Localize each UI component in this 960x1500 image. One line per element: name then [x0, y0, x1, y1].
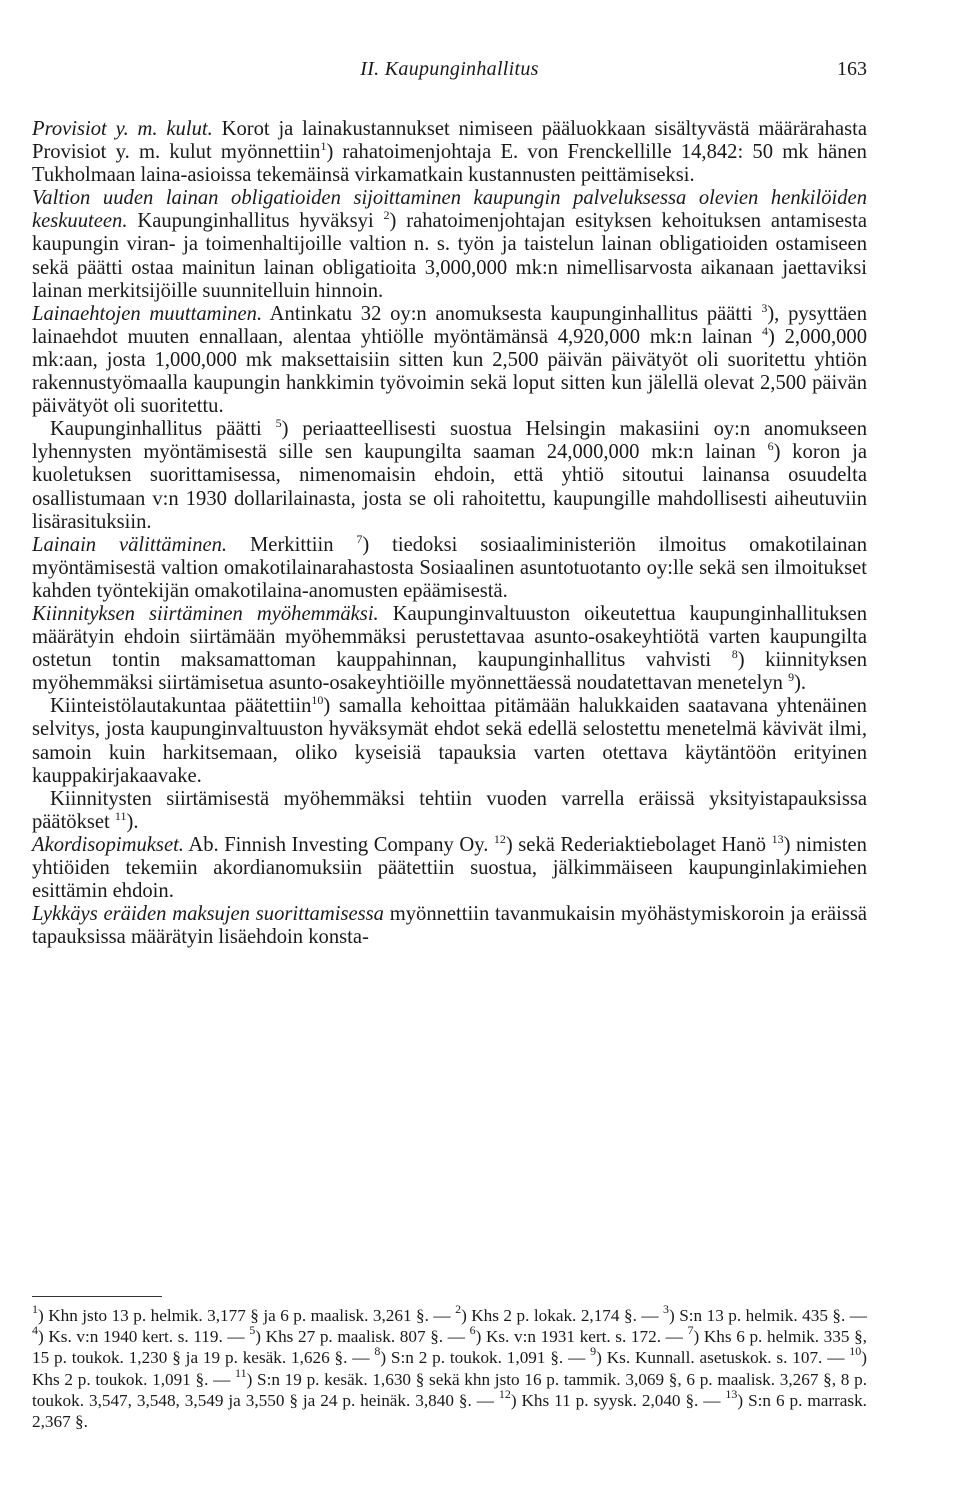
footnote-paren: ): [475, 1327, 486, 1347]
footnote-number: 13: [725, 1386, 738, 1401]
footnote-paren: ): [510, 1390, 522, 1410]
paragraph: [32, 788, 867, 834]
footnote-number: 1: [32, 1302, 38, 1316]
footnote-number: 12: [498, 1386, 511, 1401]
document-page: [32, 0, 867, 1500]
footnote-number: 9: [590, 1344, 597, 1359]
paragraph-heading: Lainaehtojen muuttaminen.: [32, 302, 263, 325]
paragraph: [32, 603, 867, 695]
paragraph-text: ) koron ja kuoletuksen suorittamisessa, nimenomaisin ehdoin, että yhtiö sitoutui lainansa osuudelta osallistumaan v:n 1930 dollarilainasta, josta se oli rahoitettu, kaupungille mahdollisesti aiheutuviin lisärasituksiin.: [32, 441, 867, 533]
footnote: [249, 1323, 470, 1347]
paragraph-text: Kiinnitysten siirtämisestä myöhemmäksi tehtiin vuoden varrella eräissä yksityistapauksissa päätökset: [32, 787, 867, 833]
paragraph-heading: Kiinnityksen siirtäminen myöhemmäksi.: [32, 602, 379, 625]
paragraph-text: Kaupunginvaltuuston oikeutettua kaupunginhallituksen määrätyin ehdoin siirtämään myöhemmäksi perustettavaa asunto-osakeyhtiötä varten kaupungilta ostetun tontin maksamattoman kauppahinnan, kaupunginhallitus vahvisti: [32, 602, 867, 672]
footnote-paren: ): [246, 1369, 258, 1389]
footnote-ref: 10: [311, 693, 324, 708]
footnote-paren: ): [596, 1348, 607, 1368]
footnote-ref: 13: [771, 831, 784, 846]
paragraph-text: myönnettiin tavanmukaisin myöhästymiskoroin ja eräissä tapauksissa määrätyin lisäehdoin konsta-: [32, 903, 867, 949]
paragraph-text: Korot ja lainakustannukset nimiseen pääluokkaan sisältyvästä määrärahasta Provisiot y. m. kulut myönnettiin: [32, 118, 868, 164]
paragraph-text: ) sekä Rederiaktiebolaget Hanö: [505, 833, 772, 856]
paragraph-text: ) periaatteellisesti suostua Helsingin makasiini oy:n anomukseen lyhennysten myöntämisestä sille sen kaupungilta saaman 24,000,000 mk:n lainan: [32, 418, 867, 464]
footnote-ref: 4: [762, 323, 768, 338]
paragraph-text: ) nimisten yhtiöiden tekemiin akordianomuksiin päätettiin suostua, jälkimmäiseen kaupunginlakimiehen esittämin ehdoin.: [32, 833, 867, 903]
footnote-text: Khs 11 p. syysk. 2,040 §. —: [521, 1390, 726, 1410]
footnote-text: S:n 6 p. marrask. 2,367 §.: [32, 1390, 867, 1432]
paragraph-text: Antinkatu 32 oy:n anomuksesta kaupunginhallitus päätti: [262, 302, 762, 325]
footnote: [590, 1344, 850, 1368]
paragraph-text: Ab. Finnish Investing Company Oy.: [183, 833, 494, 856]
footnote-paren: ): [693, 1327, 704, 1347]
paragraph-heading: Valtion uuden lainan obligatioiden sijoittaminen kaupungin palveluksessa olevien henkilöiden keskuuteen.: [32, 187, 867, 233]
paragraph-text: ) kiinnityksen myöhemmäksi siirtämisetua asunto-osakeyhtiöille myönnettäessä noudatettavan menetelyn: [32, 649, 867, 695]
body-text: [32, 118, 867, 949]
footnote-text: S:n 13 p. helmik. 435 §. —: [679, 1306, 867, 1325]
footnote: [32, 1302, 456, 1325]
footnote-text: Khs 2 p. lokak. 2,174 §. —: [471, 1306, 664, 1325]
footnote-paren: ): [669, 1306, 680, 1325]
footnote: [374, 1344, 591, 1368]
footnote-rule: [32, 1296, 162, 1297]
footnote-ref: 1: [320, 139, 327, 154]
footnote-text: S:n 2 p. toukok. 1,091 §. —: [390, 1348, 591, 1368]
footnote-paren: ): [380, 1348, 391, 1368]
paragraph-text: ) tiedoksi sosiaaliministeriön ilmoitus omakotilainan myöntämisestä valtion omakotilainarahastosta Sosiaalinen asuntotuotanto oy:lle sekä sen ilmoitukset kahden työntekijän omakotilaina-anomusten epäämisestä.: [32, 533, 867, 602]
footnotes: [32, 1302, 867, 1432]
footnote-text: Khs 27 p. maalisk. 807 §. —: [265, 1327, 470, 1347]
paragraph: [32, 903, 867, 949]
paragraph-heading: Lainain välittäminen.: [32, 533, 228, 556]
paragraph-text: Kaupunginhallitus päätti: [50, 418, 276, 441]
footnote-number: 4: [32, 1323, 38, 1338]
paragraph-text: Kaupunginhallitus hyväksyi: [127, 210, 384, 233]
paragraph-text: Merkittiin: [227, 533, 357, 556]
paragraph-text: ) rahatoimenjohtajan esityksen kehoituksen antamisesta kaupungin viran- ja toimenhaltijoille valtion n. s. työn ja taistelun lainan obligatioiden ostamiseen sekä päätti ostaa mainitun lainan obligatioita 3,000,000 mk:n nimellisarvosta aikanaan jaettaviksi lainan merkitsijöille suunnitelluin hinnoin.: [32, 210, 867, 302]
footnote-text: Ks. v:n 1931 kert. s. 172. —: [485, 1327, 688, 1347]
footnote: [663, 1302, 867, 1325]
footnote-ref: 7: [356, 531, 363, 546]
footnote: [498, 1386, 726, 1410]
paragraph-text: Kiinteistölautakuntaa päätettiin: [50, 695, 312, 718]
paragraph-heading: Provisiot y. m. kulut.: [32, 118, 213, 140]
footnote-ref: 2: [383, 208, 390, 223]
paragraph: [32, 118, 867, 187]
paragraph-heading: Lykkäys eräiden maksujen suorittamisessa: [32, 903, 384, 926]
page-number: 163: [837, 58, 867, 80]
footnote: [32, 1323, 250, 1347]
footnote-ref: 11: [114, 808, 127, 823]
footnote-text: Ks. v:n 1940 kert. s. 119. —: [48, 1327, 250, 1347]
footnote-number: 10: [849, 1344, 862, 1359]
footnote-ref: 12: [493, 831, 506, 846]
footnote-text: Khs 2 p. toukok. 1,091 §. —: [32, 1369, 236, 1389]
footnote-number: 5: [249, 1323, 256, 1338]
footnote: [455, 1302, 664, 1325]
paragraph-text: ), pysyttäen lainaehdot muuten ennallaan, alentaa yhtiölle myöntämänsä 4,920,000 mk:n lainan: [32, 302, 867, 348]
paragraph: [32, 831, 867, 903]
paragraph: [32, 531, 867, 603]
footnote-paren: ): [737, 1390, 749, 1410]
footnote-number: 6: [469, 1323, 476, 1338]
footnote-paren: ): [861, 1348, 867, 1368]
paragraph: [32, 300, 867, 418]
running-title: II. Kaupunginhallitus: [360, 58, 539, 80]
paragraph: [32, 695, 867, 787]
footnote-ref: 5: [275, 416, 282, 431]
footnote-number: 8: [374, 1344, 381, 1359]
footnote-number: 7: [687, 1323, 694, 1338]
paragraph: [32, 187, 867, 302]
footnote-text: S:n 19 p. kesäk. 1,630 § sekä khn jsto 16 p. tammik. 3,069 §, 6 p. maalisk. 3,267 §, 8 p. toukok. 3,547, 3,548, 3,549 ja 3,550 § ja 24 p. heinäk. 3,840 §. —: [32, 1369, 867, 1410]
footnote-number: 2: [455, 1302, 462, 1316]
footnote-ref: 6: [767, 439, 774, 454]
paragraph-text: ).: [126, 810, 139, 833]
footnote-text: Khn jsto 13 p. helmik. 3,177 § ja 6 p. maalisk. 3,261 §. —: [48, 1306, 456, 1325]
paragraph: [32, 418, 867, 533]
footnote-text: Ks. Kunnall. asetuskok. s. 107. —: [606, 1348, 850, 1368]
footnote-number: 3: [663, 1302, 670, 1316]
footnote-paren: ): [255, 1327, 266, 1347]
footnote-paren: ): [461, 1306, 472, 1325]
footnote-paren: ): [38, 1306, 49, 1325]
footnote: [469, 1323, 688, 1347]
paragraph-text: ) rahatoimenjohtaja E. von Frenckellille 14,842: 50 mk hänen Tukholmaan laina-asioissa tekemäinsä virkamatkain kustannusten peittämiseksi.: [32, 141, 867, 187]
footnote-number: 11: [235, 1365, 247, 1380]
footnote-ref: 3: [761, 300, 768, 315]
paragraph-text: ).: [794, 672, 807, 695]
running-header: [32, 58, 867, 88]
footnote-ref: 9: [788, 670, 795, 685]
footnote-text: Khs 6 p. helmik. 335 §, 15 p. toukok. 1,230 § ja 19 p. kesäk. 1,626 §. —: [32, 1327, 867, 1368]
paragraph-heading: Akordisopimukset.: [32, 833, 184, 856]
paragraph-text: ) samalla kehoittaa pitämään halukkaiden saatavana yhtenäinen selvitys, josta kaupunginvaltuuston hyväksymät ehdot sekä edellä selostettu menetelmä kävivät ilmi, samoin kuin harkitsemaan, oliko kyseisiä tapauksia varten otettava käytäntöön erityinen kauppakirjakaavake.: [32, 695, 867, 787]
footnote-paren: ): [38, 1327, 49, 1347]
footnote-ref: 8: [731, 647, 738, 662]
paragraph-text: ) 2,000,000 mk:aan, josta 1,000,000 mk maksettaisiin sitten kun 2,500 päivän päivätyöt oli suoritettu yhtiön rakennustyömaalla kaupungin hankkimin työvoimin sekä loput sitten kun jälellä olevat 2,500 päivän päivätyöt oli suoritettu.: [32, 325, 867, 418]
